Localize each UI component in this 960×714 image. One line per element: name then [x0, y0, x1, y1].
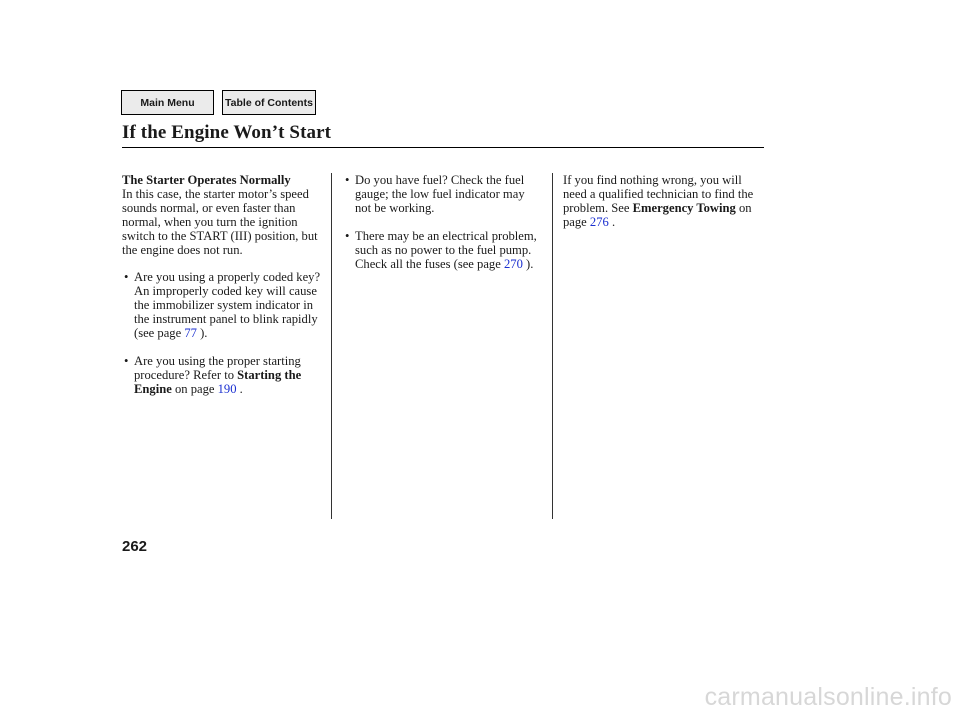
paragraph-text-mid: on page — [563, 201, 752, 229]
bullet-text: Are you using a properly coded key? An improperly coded key will cause the immobilizer system indicator in the instrument panel to blink rapidly (see page — [134, 270, 321, 340]
bullet-dot: • — [345, 229, 350, 243]
page-link-77[interactable]: 77 — [184, 326, 197, 340]
page-title: If the Engine Won’t Start — [122, 122, 332, 143]
bold-reference: Emergency Towing — [632, 201, 736, 215]
intro-paragraph: In this case, the starter motor’s speed sounds normal, or even faster than normal, when you turn the ignition switch to the START (III) position, but the engine does not run. — [122, 187, 318, 257]
page-number: 262 — [122, 538, 148, 555]
bullet-text: There may be an electrical problem, such as no power to the fuel pump. Check all the fuses (see page — [355, 229, 537, 271]
page-link-276[interactable]: 276 — [589, 215, 609, 229]
bullet-item-starting-procedure — [122, 354, 327, 396]
paragraph-text-end: . — [608, 215, 616, 229]
bullet-text-end: . — [236, 382, 243, 396]
title-divider — [122, 147, 764, 148]
page-link-190[interactable]: 190 — [217, 382, 237, 396]
bullet-text-end: ). — [196, 326, 208, 340]
watermark: carmanualsonline.info — [704, 683, 952, 711]
bullet-dot: • — [345, 173, 350, 187]
page-link-270[interactable]: 270 — [503, 257, 523, 271]
bullet-dot: • — [124, 354, 129, 368]
bullet-text: Do you have fuel? Check the fuel gauge; the low fuel indicator may not be working. — [355, 173, 525, 215]
column-2 — [343, 173, 541, 271]
column-3 — [563, 173, 758, 229]
column-divider-1 — [331, 173, 332, 519]
column-1 — [122, 173, 327, 396]
column-divider-2 — [552, 173, 553, 519]
bullet-item-coded-key — [122, 270, 327, 340]
towing-paragraph — [563, 173, 758, 229]
bullet-dot: • — [124, 270, 129, 284]
table-of-contents-button[interactable]: Table of Contents — [222, 90, 316, 115]
main-menu-button[interactable]: Main Menu — [121, 90, 214, 115]
bullet-item-electrical — [343, 229, 541, 271]
section-heading: The Starter Operates Normally — [122, 173, 291, 187]
bullet-item-fuel — [343, 173, 541, 215]
bold-reference: Starting the Engine — [134, 368, 302, 396]
bullet-text-end: ). — [522, 257, 534, 271]
bullet-text: Are you using the proper starting procedure? Refer to — [134, 354, 301, 382]
paragraph-text: If you find nothing wrong, you will need a qualified technician to find the problem. See — [563, 173, 754, 215]
bullet-text-mid: on page — [171, 382, 218, 396]
